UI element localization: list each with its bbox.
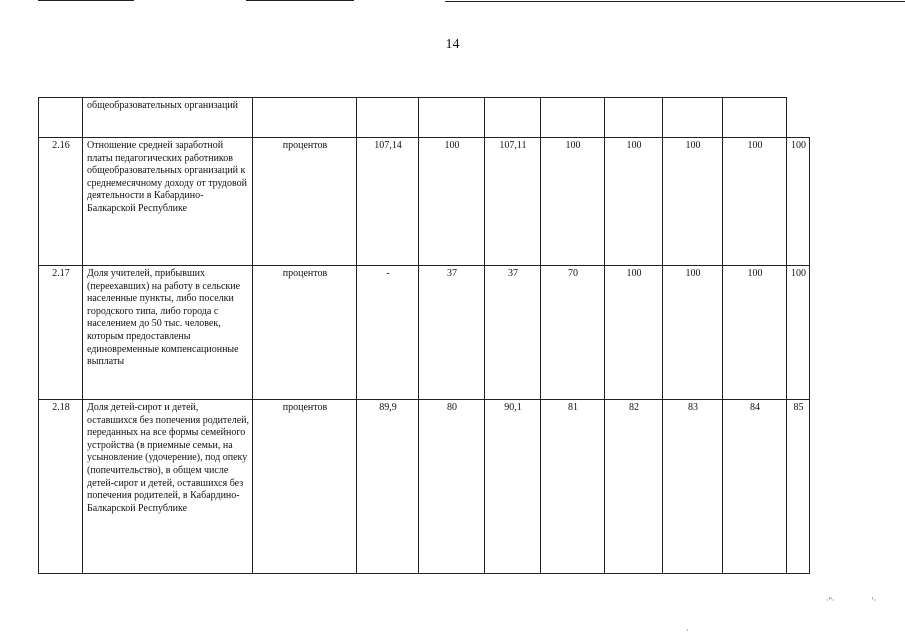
table-row [39, 138, 810, 266]
value-cell: 37 [419, 266, 485, 400]
value-cell: 37 [485, 266, 541, 400]
indicator-name: Доля учителей, прибывших (переехавших) на работу в сельские населенные пункты, либо поселки городского типа, либо города с населением до 50 тыс. человек, которым предоставлены единовременные компенсационные выплаты [83, 266, 253, 400]
value-cell: 100 [605, 266, 663, 400]
unit-cell: процентов [253, 266, 357, 400]
page-number: 14 [445, 37, 460, 52]
unit-cell: процентов [253, 400, 357, 574]
value-cell [541, 98, 605, 138]
value-cell [357, 98, 419, 138]
unit-cell [253, 98, 357, 138]
value-cell: - [357, 266, 419, 400]
scan-speck: '· [872, 596, 877, 605]
value-cell [605, 98, 663, 138]
indicator-name: Отношение средней заработной платы педагогических работников общеобразовательных организаций к среднемесячному доходу от трудовой деятельности в Кабардино-Балкарской Республике [83, 138, 253, 266]
row-number: 2.18 [39, 400, 83, 574]
value-cell: 84 [723, 400, 787, 574]
row-number: 2.16 [39, 138, 83, 266]
value-cell: 90,1 [485, 400, 541, 574]
top-rule-left [38, 0, 134, 1]
value-cell [723, 98, 787, 138]
value-cell: 82 [605, 400, 663, 574]
indicator-table [38, 97, 810, 574]
value-cell: 70 [541, 266, 605, 400]
value-cell: 100 [787, 266, 810, 400]
value-cell: 80 [419, 400, 485, 574]
row-number: 2.17 [39, 266, 83, 400]
value-cell: 100 [723, 266, 787, 400]
value-cell: 85 [787, 400, 810, 574]
value-cell: 100 [419, 138, 485, 266]
indicator-name: общеобразовательных организаций [83, 98, 253, 138]
top-rule-middle [246, 0, 354, 1]
value-cell: 83 [663, 400, 723, 574]
table-row [39, 400, 810, 574]
unit-cell: процентов [253, 138, 357, 266]
row-number [39, 98, 83, 138]
value-cell: 100 [723, 138, 787, 266]
scan-speck: ·"· [826, 596, 835, 605]
value-cell: 100 [663, 266, 723, 400]
value-cell [485, 98, 541, 138]
top-rule-right [445, 1, 905, 2]
value-cell: 100 [541, 138, 605, 266]
value-cell: 81 [541, 400, 605, 574]
table-row [39, 266, 810, 400]
value-cell: 107,14 [357, 138, 419, 266]
scan-speck: · [686, 626, 689, 635]
value-cell: 100 [605, 138, 663, 266]
value-cell: 100 [663, 138, 723, 266]
value-cell: 107,11 [485, 138, 541, 266]
value-cell: 100 [787, 138, 810, 266]
value-cell [419, 98, 485, 138]
value-cell [663, 98, 723, 138]
table-row [39, 98, 810, 138]
indicator-name: Доля детей-сирот и детей, оставшихся без попечения родителей, переданных на все формы семейного устройства (в приемные семьи, на усыновление (удочерение), под опеку (попечительство), в общем числе детей-сирот и детей, оставшихся без попечения родителей, в Кабардино-Балкарской Республике [83, 400, 253, 574]
value-cell: 89,9 [357, 400, 419, 574]
